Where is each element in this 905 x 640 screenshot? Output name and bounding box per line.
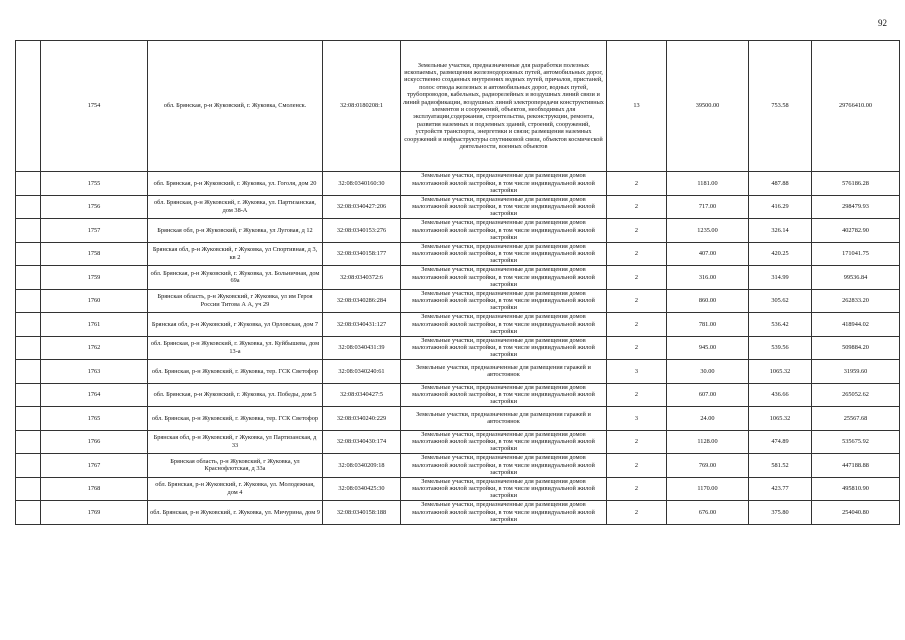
row-number: 1768 (41, 477, 148, 501)
table-row (16, 454, 900, 478)
land-use-purpose: Земельные участки, предназначенные для размещения домов малоэтажной жилой застройки, в том числе индивидуальной жилой застройки (401, 242, 607, 266)
cadastral-number: 32:08:0340158:177 (323, 242, 401, 266)
table-row (16, 407, 900, 431)
plot-area: 39500.00 (667, 41, 749, 172)
row-number: 1763 (41, 360, 148, 384)
cadastral-rate: 436.66 (749, 383, 812, 407)
row-number: 1762 (41, 336, 148, 360)
cadastral-value: 265052.62 (812, 383, 900, 407)
table-row (16, 430, 900, 454)
land-plots-table (15, 40, 900, 525)
plot-area: 781.00 (667, 313, 749, 337)
row-number: 1765 (41, 407, 148, 431)
plot-area: 1235.00 (667, 219, 749, 243)
page-number: 92 (878, 18, 887, 28)
plot-address: Брянская обл, р-н Жуковский, г Жуковка, ул Спортивная, д 3, кв 2 (148, 242, 323, 266)
plot-area: 1170.00 (667, 477, 749, 501)
plot-address: обл. Брянская, р-н Жуковский, г. Жуковка, ул. Молодежная, дом 4 (148, 477, 323, 501)
land-use-group: 3 (607, 360, 667, 384)
row-number: 1764 (41, 383, 148, 407)
plot-area: 30.00 (667, 360, 749, 384)
row-number: 1755 (41, 172, 148, 196)
cadastral-value: 262833.20 (812, 289, 900, 313)
row-number: 1756 (41, 195, 148, 219)
cadastral-rate: 474.89 (749, 430, 812, 454)
land-use-purpose: Земельные участки, предназначенные для размещения домов малоэтажной жилой застройки, в том числе индивидуальной жилой застройки (401, 219, 607, 243)
land-use-group: 2 (607, 501, 667, 525)
cadastral-number: 32:08:0340427:5 (323, 383, 401, 407)
row-number: 1758 (41, 242, 148, 266)
cadastral-value: 402782.90 (812, 219, 900, 243)
land-use-purpose: Земельные участки, предназначенные для размещения домов малоэтажной жилой застройки, в том числе индивидуальной жилой застройки (401, 172, 607, 196)
plot-area: 860.00 (667, 289, 749, 313)
cadastral-value: 495810.90 (812, 477, 900, 501)
cadastral-number: 32:08:0340427:206 (323, 195, 401, 219)
cadastral-value: 29766410.00 (812, 41, 900, 172)
row-spacer-cell (16, 195, 41, 219)
plot-area: 1128.00 (667, 430, 749, 454)
row-spacer-cell (16, 454, 41, 478)
land-use-purpose: Земельные участки, предназначенные для размещения домов малоэтажной жилой застройки, в том числе индивидуальной жилой застройки (401, 195, 607, 219)
land-use-purpose: Земельные участки, предназначенные для размещения домов малоэтажной жилой застройки, в том числе индивидуальной жилой застройки (401, 266, 607, 290)
cadastral-value: 99536.84 (812, 266, 900, 290)
cadastral-rate: 423.77 (749, 477, 812, 501)
land-use-group: 2 (607, 313, 667, 337)
cadastral-rate: 305.62 (749, 289, 812, 313)
cadastral-rate: 420.25 (749, 242, 812, 266)
cadastral-value: 576186.28 (812, 172, 900, 196)
table-row (16, 477, 900, 501)
plot-address: обл. Брянская, р-н Жуковский, г. Жуковка, ул. Куйбышева, дом 13-а (148, 336, 323, 360)
land-use-purpose: Земельные участки, предназначенные для размещения домов малоэтажной жилой застройки, в том числе индивидуальной жилой застройки (401, 501, 607, 525)
cadastral-value: 298479.93 (812, 195, 900, 219)
table-row (16, 195, 900, 219)
cadastral-number: 32:08:0340430:174 (323, 430, 401, 454)
cadastral-number: 32:08:0340153:276 (323, 219, 401, 243)
plot-area: 24.00 (667, 407, 749, 431)
table-row (16, 219, 900, 243)
cadastral-rate: 753.58 (749, 41, 812, 172)
table-row (16, 336, 900, 360)
table-row (16, 383, 900, 407)
cadastral-value: 25567.68 (812, 407, 900, 431)
row-spacer-cell (16, 336, 41, 360)
cadastral-number: 32:08:0340240:229 (323, 407, 401, 431)
table-row (16, 41, 900, 172)
land-use-group: 2 (607, 477, 667, 501)
cadastral-rate: 487.88 (749, 172, 812, 196)
row-number: 1757 (41, 219, 148, 243)
row-spacer-cell (16, 41, 41, 172)
row-spacer-cell (16, 477, 41, 501)
land-use-group: 2 (607, 289, 667, 313)
cadastral-rate: 539.56 (749, 336, 812, 360)
land-use-purpose: Земельные участки, предназначенные для размещения домов малоэтажной жилой застройки, в том числе индивидуальной жилой застройки (401, 289, 607, 313)
land-use-purpose: Земельные участки, предназначенные для размещения домов малоэтажной жилой застройки, в том числе индивидуальной жилой застройки (401, 454, 607, 478)
cadastral-value: 447188.88 (812, 454, 900, 478)
land-use-group: 2 (607, 195, 667, 219)
row-number: 1754 (41, 41, 148, 172)
cadastral-value: 254040.80 (812, 501, 900, 525)
plot-address: Брянская область, р-н Жуковский, г Жуковка, ул им Героя России Титова А А, уч 29 (148, 289, 323, 313)
cadastral-value: 535675.92 (812, 430, 900, 454)
table-row (16, 172, 900, 196)
plot-area: 316.00 (667, 266, 749, 290)
row-number: 1761 (41, 313, 148, 337)
row-number: 1767 (41, 454, 148, 478)
plot-area: 717.00 (667, 195, 749, 219)
cadastral-rate: 1065.32 (749, 360, 812, 384)
plot-address: обл. Брянская, р-н Жуковский, г. Жуковка, ул. Гоголя, дом 20 (148, 172, 323, 196)
land-use-group: 13 (607, 41, 667, 172)
land-use-group: 2 (607, 219, 667, 243)
plot-area: 407.00 (667, 242, 749, 266)
row-spacer-cell (16, 219, 41, 243)
cadastral-number: 32:08:0340240:61 (323, 360, 401, 384)
land-use-group: 2 (607, 336, 667, 360)
plot-address: обл. Брянская, р-н Жуковский, г. Жуковка, тер. ГСК Светофор (148, 360, 323, 384)
table-row (16, 360, 900, 384)
cadastral-number: 32:08:0340431:39 (323, 336, 401, 360)
row-spacer-cell (16, 430, 41, 454)
land-use-group: 2 (607, 172, 667, 196)
land-use-group: 2 (607, 430, 667, 454)
land-use-purpose: Земельные участки, предназначенные для размещения домов малоэтажной жилой застройки, в том числе индивидуальной жилой застройки (401, 336, 607, 360)
table-row (16, 289, 900, 313)
cadastral-number: 32:08:0340209:18 (323, 454, 401, 478)
land-use-purpose: Земельные участки, предназначенные для размещения гаражей и автостоянок (401, 407, 607, 431)
row-number: 1760 (41, 289, 148, 313)
land-use-purpose: Земельные участки, предназначенные для размещения домов малоэтажной жилой застройки, в том числе индивидуальной жилой застройки (401, 430, 607, 454)
row-spacer-cell (16, 360, 41, 384)
land-use-group: 2 (607, 266, 667, 290)
row-spacer-cell (16, 172, 41, 196)
cadastral-rate: 536.42 (749, 313, 812, 337)
row-spacer-cell (16, 242, 41, 266)
plot-address: обл. Брянская, р-н Жуковский, г. Жуковка, Смоленск. (148, 41, 323, 172)
plot-area: 945.00 (667, 336, 749, 360)
plot-address: Брянская обл, р-н Жуковский, г Жуковка, ул Орловская, дом 7 (148, 313, 323, 337)
cadastral-number: 32:08:0340372:6 (323, 266, 401, 290)
plot-address: обл. Брянская, р-н Жуковский, г. Жуковка, ул. Партизанская, дом 38-А (148, 195, 323, 219)
cadastral-value: 31959.60 (812, 360, 900, 384)
plot-address: Брянская обл, р-н Жуковский, г Жуковка, ул Луговая, д 12 (148, 219, 323, 243)
plot-area: 1181.00 (667, 172, 749, 196)
plot-address: обл. Брянская, р-н Жуковский, г. Жуковка, тер. ГСК Светофор (148, 407, 323, 431)
plot-area: 769.00 (667, 454, 749, 478)
cadastral-number: 32:08:0340425:30 (323, 477, 401, 501)
cadastral-rate: 581.52 (749, 454, 812, 478)
cadastral-number: 32:08:0180208:1 (323, 41, 401, 172)
plot-area: 676.00 (667, 501, 749, 525)
cadastral-number: 32:08:0340158:188 (323, 501, 401, 525)
table-row (16, 501, 900, 525)
plot-address: обл. Брянская, р-н Жуковский, г. Жуковка, ул. Больничная, дом 69а (148, 266, 323, 290)
row-number: 1769 (41, 501, 148, 525)
land-use-group: 2 (607, 383, 667, 407)
land-use-group: 3 (607, 407, 667, 431)
row-spacer-cell (16, 289, 41, 313)
cadastral-value: 171041.75 (812, 242, 900, 266)
table-body (16, 41, 900, 525)
land-use-purpose: Земельные участки, предназначенные для размещения домов малоэтажной жилой застройки, в том числе индивидуальной жилой застройки (401, 477, 607, 501)
row-spacer-cell (16, 501, 41, 525)
land-use-purpose: Земельные участки, предназначенные для разработки полезных ископаемых, размещения железнодорожных путей, автомобильных дорог, искусственно созданных внутренних водных путей, причалов, пристаней, полос отвода железных и автомобильных дорог, водных путей, трубопроводов, кабельных, радиорелейных и воздушных линий связи и линий радиофикации, воздушных линий электропередачи конструктивных элементов и сооружений, объектов, необходимых для эксплуатации,содержания, строительства, реконструкции, ремонта, развития наземных и подземных зданий, строений, сооружений, устройств транспорта, энергетики и связи; размещения наземных сооружений и инфраструктуры спутниковой связи, объектов космической деятельности, военных объектов (401, 41, 607, 172)
land-use-purpose: Земельные участки, предназначенные для размещения домов малоэтажной жилой застройки, в том числе индивидуальной жилой застройки (401, 383, 607, 407)
row-spacer-cell (16, 266, 41, 290)
land-use-group: 2 (607, 454, 667, 478)
cadastral-value: 418944.02 (812, 313, 900, 337)
table-row (16, 266, 900, 290)
cadastral-number: 32:08:0340286:284 (323, 289, 401, 313)
plot-area: 607.00 (667, 383, 749, 407)
plot-address: Брянская обл, р-н Жуковский, г Жуковка, ул Партизанская, д 33 (148, 430, 323, 454)
land-use-group: 2 (607, 242, 667, 266)
row-number: 1766 (41, 430, 148, 454)
row-spacer-cell (16, 313, 41, 337)
row-spacer-cell (16, 407, 41, 431)
plot-address: Брянская область, р-н Жуковский, г Жуковка, ул Краснофлотская, д 33а (148, 454, 323, 478)
land-use-purpose: Земельные участки, предназначенные для размещения домов малоэтажной жилой застройки, в том числе индивидуальной жилой застройки (401, 313, 607, 337)
row-spacer-cell (16, 383, 41, 407)
plot-address: обл. Брянская, р-н Жуковский, г. Жуковка, ул. Мичурина, дом 9 (148, 501, 323, 525)
cadastral-number: 32:08:0340160:30 (323, 172, 401, 196)
cadastral-rate: 375.80 (749, 501, 812, 525)
cadastral-rate: 326.14 (749, 219, 812, 243)
cadastral-rate: 314.99 (749, 266, 812, 290)
row-number: 1759 (41, 266, 148, 290)
cadastral-rate: 1065.32 (749, 407, 812, 431)
cadastral-value: 509884.20 (812, 336, 900, 360)
table-row (16, 313, 900, 337)
cadastral-rate: 416.29 (749, 195, 812, 219)
plot-address: обл. Брянская, р-н Жуковский, г. Жуковка, ул. Победы, дом 5 (148, 383, 323, 407)
table-row (16, 242, 900, 266)
cadastral-number: 32:08:0340431:127 (323, 313, 401, 337)
land-use-purpose: Земельные участки, предназначенные для размещения гаражей и автостоянок (401, 360, 607, 384)
